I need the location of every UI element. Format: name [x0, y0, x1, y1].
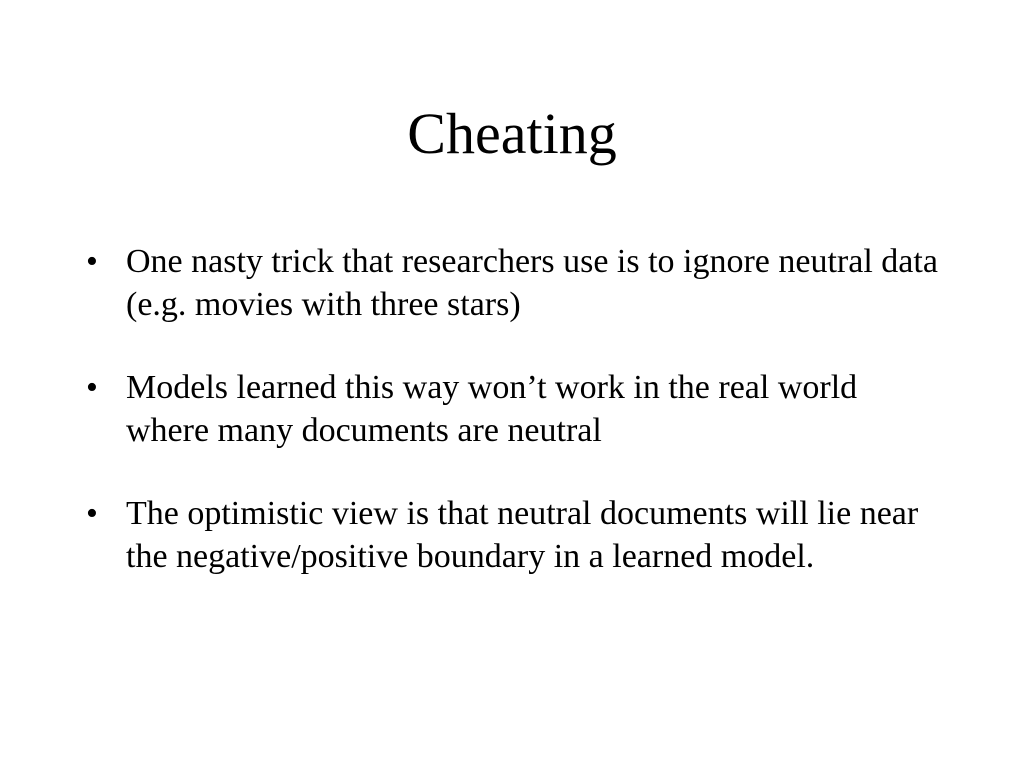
bullet-item	[86, 366, 946, 452]
bullet-icon: •	[86, 495, 98, 532]
bullet-text: Models learned this way won’t work in the real world where many documents are neutral	[126, 369, 858, 449]
bullet-list	[86, 240, 946, 578]
bullet-icon: •	[86, 369, 98, 406]
slide-title: Cheating	[407, 101, 617, 166]
bullet-item	[86, 240, 946, 326]
bullet-text: One nasty trick that researchers use is to ignore neutral data (e.g. movies with three stars)	[126, 243, 938, 323]
bullet-icon: •	[86, 243, 98, 280]
bullet-item	[86, 492, 946, 578]
bullet-text: The optimistic view is that neutral documents will lie near the negative/positive boundary in a learned model.	[126, 495, 919, 575]
